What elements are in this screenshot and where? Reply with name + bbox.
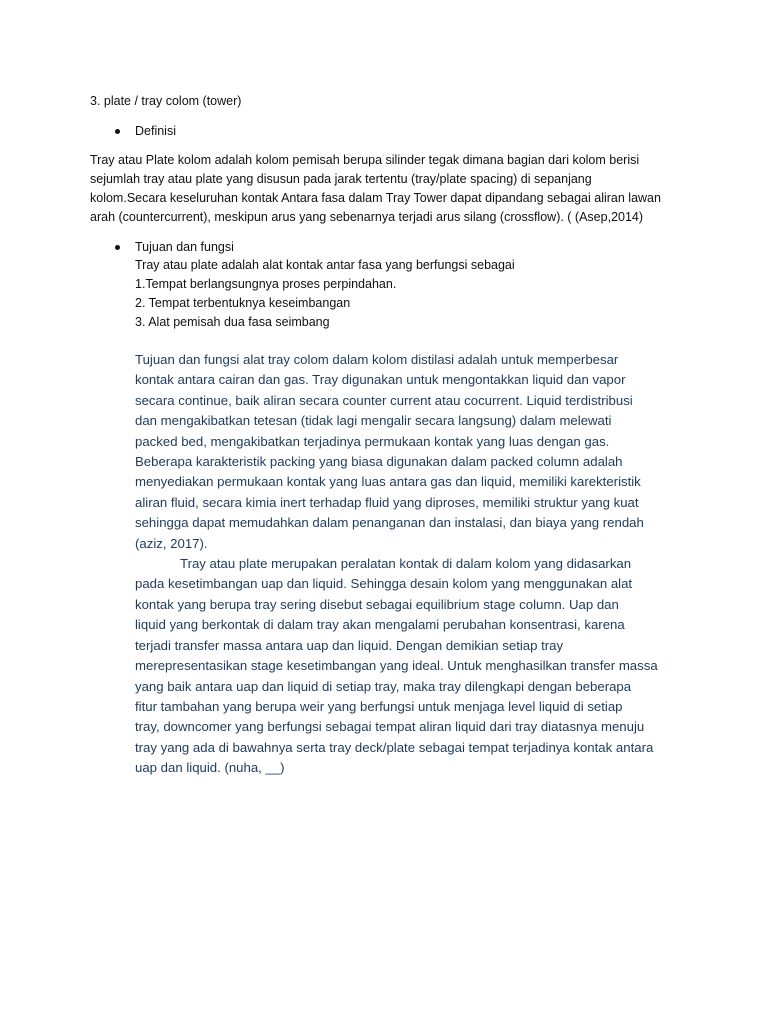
body-line: uap dan liquid. (nuha, __) (135, 760, 285, 776)
body-line: pada kesetimbangan uap dan liquid. Sehingga desain kolom yang menggunakan alat (135, 576, 633, 592)
body-line: Tujuan dan fungsi alat tray colom dalam kolom distilasi adalah untuk memperbesar (135, 352, 619, 367)
bullet-icon (115, 129, 120, 134)
paragraph-line: kolom.Secara keseluruhan kontak Antara fasa dalam Tray Tower dapat dipandang sebagai aliran lawan (90, 191, 661, 205)
section-heading: 3. plate / tray colom (tower) (90, 94, 242, 108)
body-line: Tray atau plate merupakan peralatan kontak di dalam kolom yang didasarkan (180, 556, 632, 572)
body-line: dan mengakibatkan tetesan (tidak lagi mengalir secara langsung) dalam melewati (135, 413, 612, 429)
body-line: kontak antara cairan dan gas. Tray digunakan untuk mengontakkan liquid dan vapor (135, 372, 626, 388)
paragraph-line: arah (countercurrent), meskipun arus yang sebenarnya terjadi arus silang (crossflow). ( (Asep,2014) (90, 210, 644, 224)
body-line: menyediakan permukaan kontak yang luas antara gas dan liquid, memiliki karekteristik (135, 474, 641, 490)
body-line: tray yang ada di bawahnya serta tray deck/plate sebagai tempat terjadinya kontak antara (135, 739, 654, 755)
body-line: Beberapa karakteristik packing yang biasa digunakan dalam packed column adalah (135, 454, 623, 470)
bullet-icon (115, 245, 120, 250)
body-line: tray, downcomer yang berfungsi sebagai tempat aliran liquid dari tray diatasnya menuju (135, 719, 645, 735)
paragraph-line: Tray atau Plate kolom adalah kolom pemisah berupa silinder tegak dimana bagian dari kolom berisi (90, 153, 640, 167)
bullet-label: Definisi (135, 124, 176, 138)
body-line: terjadi transfer massa antara uap dan liquid. Dengan demikian setiap tray (135, 637, 564, 653)
body-line: liquid yang berkontak di dalam tray akan mengalami perubahan konsentrasi, karena (135, 617, 625, 633)
body-line: yang baik antara uap dan liquid di setiap tray, maka tray dilengkapi dengan beberapa (135, 678, 632, 694)
body-line: (aziz, 2017). (135, 535, 208, 551)
list-item: 3. Alat pemisah dua fasa seimbang (135, 315, 330, 329)
body-line: aliran fluid, secara kimia inert terhadap fluid yang diproses, memiliki struktur yang kuat (135, 494, 639, 510)
paragraph-line: sejumlah tray atau plate yang disusun pada jarak tertentu (tray/plate spacing) di sepanjang (90, 172, 592, 186)
purpose-list (135, 256, 515, 332)
body-line: secara continue, baik aliran secara counter current atau cocurrent. Liquid terdistribusi (135, 392, 633, 408)
bullet-label: Tujuan dan fungsi (135, 240, 234, 254)
definition-paragraph (90, 151, 690, 227)
list-item: 1.Tempat berlangsungnya proses perpindahan. (135, 277, 397, 291)
body-text (135, 350, 695, 779)
body-line: merepresentasikan stage kesetimbangan yang ideal. Untuk menghasilkan transfer massa (135, 658, 658, 674)
list-item: Tray atau plate adalah alat kontak antar fasa yang berfungsi sebagai (135, 258, 515, 272)
body-line: fitur tambahan yang berupa weir yang berfungsi untuk menjaga level liquid di setiap (135, 698, 623, 714)
body-line: kontak yang berupa tray sering disebut sebagai equilibrium stage column. Uap dan (135, 596, 619, 612)
body-line: sehingga dapat memudahkan dalam penanganan dan instalasi, dan biaya yang rendah (135, 515, 644, 531)
body-line: packed bed, mengakibatkan terjadinya permukaan kontak yang luas dengan gas. (135, 433, 610, 449)
list-item: 2. Tempat terbentuknya keseimbangan (135, 296, 351, 310)
